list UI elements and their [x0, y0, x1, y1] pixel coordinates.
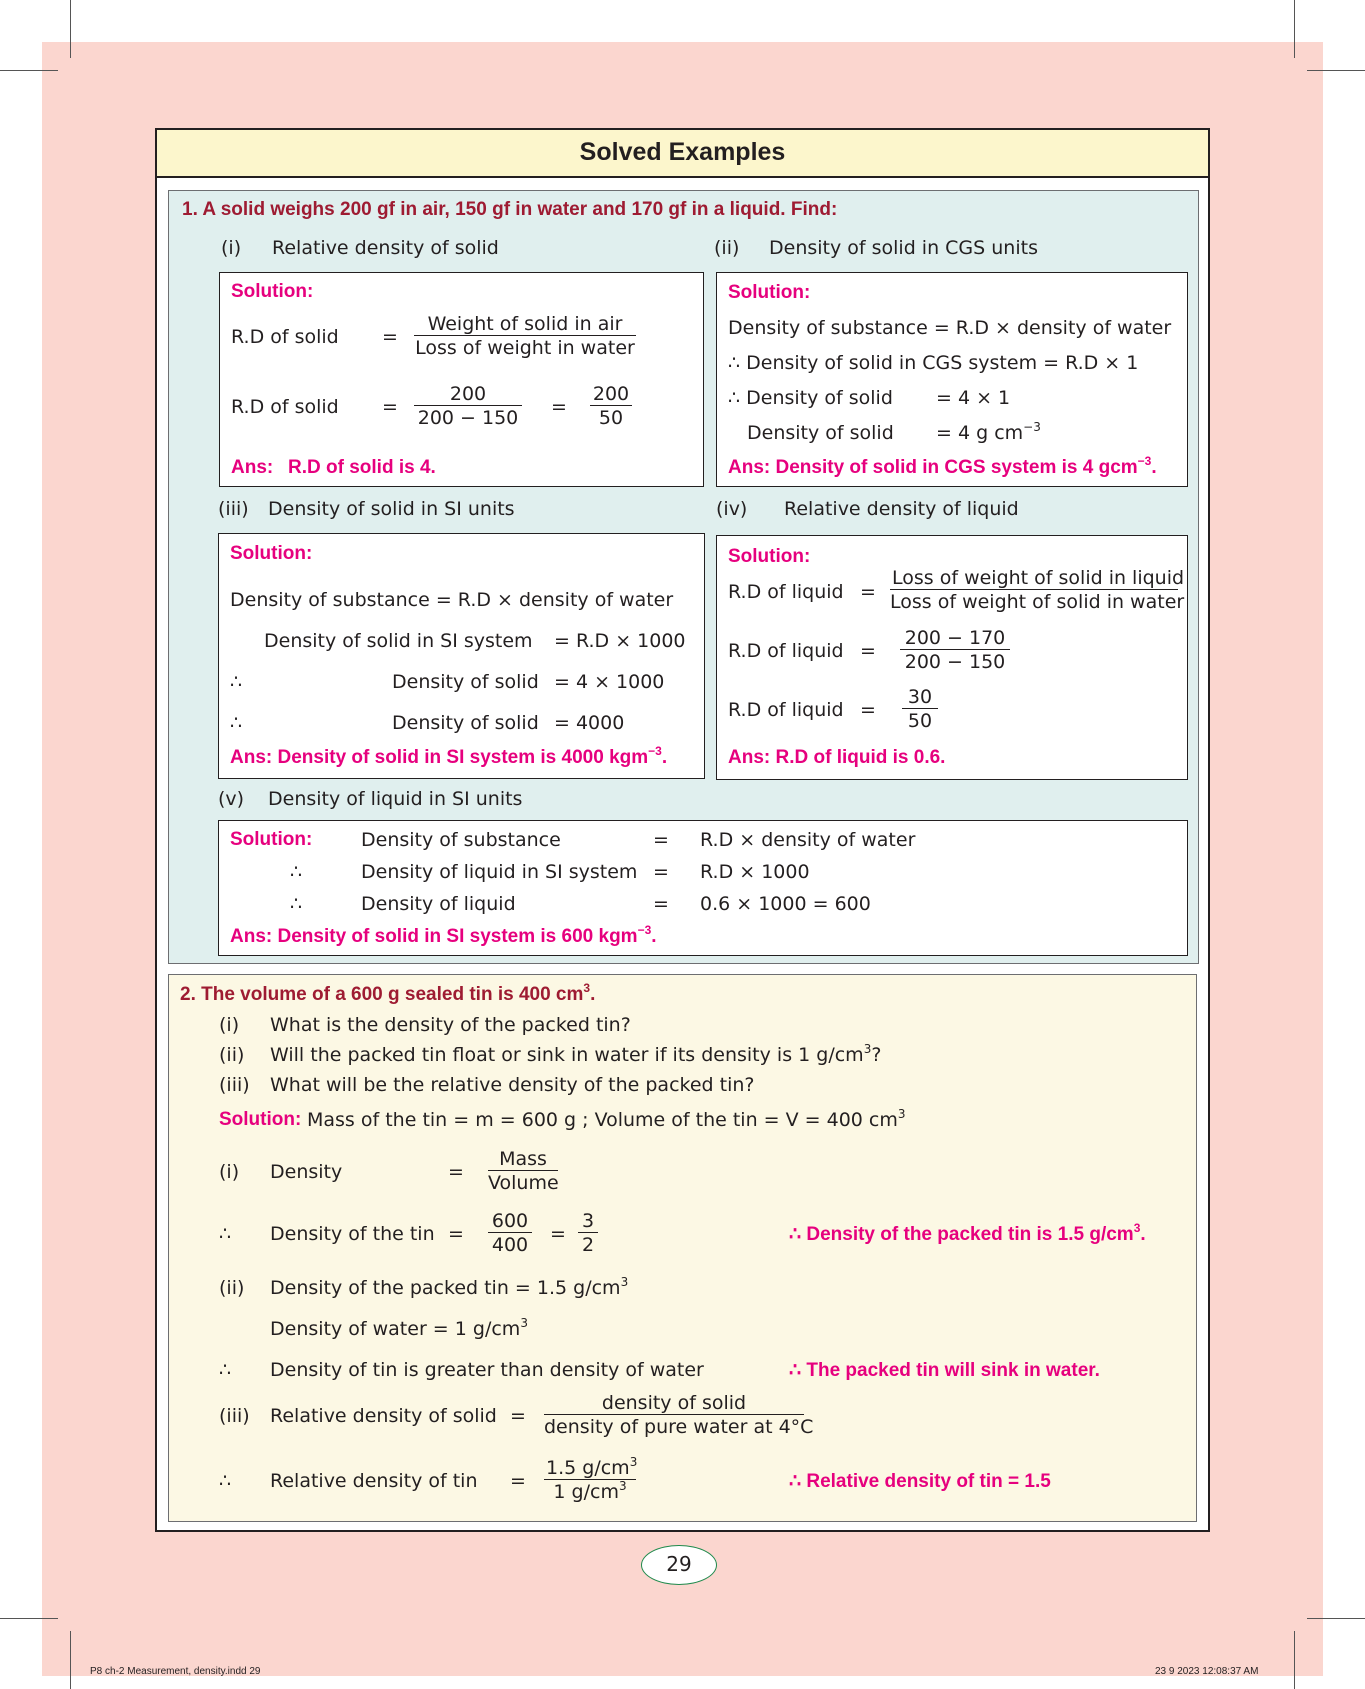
density-label: Density — [270, 1161, 343, 1183]
ex2-part-number: (i) — [219, 1161, 240, 1183]
equals-sign: = — [550, 1223, 566, 1245]
fraction-denominator: density of pure water at 4°C — [544, 1416, 814, 1438]
fraction-numerator: 600 — [488, 1210, 532, 1233]
fraction-denominator: 200 − 150 — [904, 651, 1006, 673]
ex2-part-number: (iii) — [219, 1074, 250, 1096]
density-formula-fraction — [488, 1148, 558, 1195]
equals-sign: = — [860, 581, 876, 603]
comparison-statement: Density of tin is greater than density of water — [270, 1359, 704, 1381]
answer-sink: ∴ The packed tin will sink in water. — [789, 1360, 1100, 1381]
rd-liquid-label: R.D of liquid — [728, 699, 844, 721]
crop-mark — [0, 1618, 58, 1619]
equals-sign: = — [382, 326, 398, 348]
liquid-si-value: R.D × 1000 — [700, 861, 810, 883]
density-tin-simplified-fraction — [578, 1210, 598, 1257]
ex2-given-values: Mass of the tin = m = 600 g ; Volume of the tin = V = 400 $cm^3$ — [307, 1107, 906, 1131]
solution-label: Solution: — [230, 829, 313, 850]
therefore-symbol: ∴ — [219, 1359, 232, 1381]
equals-sign: = — [382, 396, 398, 418]
density-solid-label: ∴ Density of solid — [728, 387, 893, 409]
ex2-part-text: Will the packed tin float or sink in water if its density is 1 $g/cm^3$? — [270, 1042, 882, 1066]
therefore-symbol: ∴ — [219, 1470, 232, 1492]
ex2-part-number: (ii) — [219, 1277, 245, 1299]
fraction-numerator: 1.5 $g/cm^3$ — [546, 1455, 638, 1479]
fraction-numerator: 30 — [902, 686, 938, 709]
fraction-numerator: Weight of solid in air — [414, 313, 636, 336]
fraction-denominator: Loss of weight of solid in water — [890, 591, 1185, 613]
crop-mark — [1307, 1618, 1365, 1619]
therefore-symbol: ∴ — [230, 712, 243, 734]
solution-box-i — [219, 272, 704, 487]
answer-rd-tin: ∴ Relative density of tin = 1.5 — [789, 1471, 1051, 1492]
fraction-denominator: 200 − 150 — [417, 407, 519, 429]
answer-iii: Ans: Density of solid in SI system is 4000 kgm$^{-3}$. — [230, 744, 668, 768]
density-solid-label: Density of solid — [392, 671, 539, 693]
rd-solid-label: Relative density of solid — [270, 1405, 497, 1427]
rd-definition-fraction — [544, 1392, 814, 1439]
therefore-symbol: ∴ — [230, 671, 243, 693]
crop-mark — [1294, 1631, 1295, 1689]
equals-sign: = — [653, 829, 669, 851]
equals-sign: = — [860, 640, 876, 662]
ex2-part-text: What is the density of the packed tin? — [270, 1014, 631, 1036]
rd-solid-label: R.D of solid — [231, 396, 339, 418]
density-tin-label: Density of the tin — [270, 1223, 435, 1245]
cgs-density-line: ∴ Density of solid in CGS system = R.D × 1 — [728, 352, 1139, 374]
fraction-denominator: 2 — [581, 1234, 595, 1256]
density-relation: Density of substance = R.D × density of water — [728, 317, 1172, 339]
crop-mark — [0, 70, 58, 71]
title-bar — [157, 130, 1208, 178]
equals-sign: = — [448, 1161, 464, 1183]
fraction-numerator: 3 — [578, 1210, 598, 1233]
solution-label: Solution: — [728, 546, 811, 567]
fraction-denominator: 50 — [598, 407, 624, 429]
fraction-numerator: density of solid — [544, 1392, 804, 1415]
crop-mark — [70, 1631, 71, 1689]
therefore-symbol: ∴ — [290, 893, 303, 915]
part-ii-number: (ii) — [714, 237, 740, 259]
fraction-numerator: 200 — [414, 383, 522, 406]
part-iv-number: (iv) — [716, 498, 748, 520]
equals-sign: = — [653, 861, 669, 883]
page-title: Solved Examples — [579, 138, 786, 166]
equals-sign: = — [551, 396, 567, 418]
density-solid-label: Density of solid — [747, 422, 894, 444]
part-iii-number: (iii) — [218, 498, 249, 520]
equals-sign: = — [510, 1405, 526, 1427]
solution-label: Solution: — [231, 281, 314, 302]
rd-value-fraction — [414, 383, 522, 430]
rd-liquid-result-fraction — [902, 686, 938, 733]
rd-liquid-value-fraction — [900, 627, 1010, 674]
footer-filename: P8 ch-2 Measurement, density.indd 29 — [90, 1666, 261, 1677]
answer-ii: Ans: Density of solid in CGS system is 4 gcm$^{-3}$. — [728, 454, 1157, 478]
part-v-text: Density of liquid in SI units — [268, 788, 523, 810]
density-solid-label: Density of solid — [392, 712, 539, 734]
part-iv-text: Relative density of liquid — [784, 498, 1019, 520]
therefore-symbol: ∴ — [290, 861, 303, 883]
fraction-denominator: Loss of weight in water — [415, 337, 635, 359]
si-density-value: = R.D × 1000 — [554, 630, 686, 652]
si-density-label: Density of solid in SI system — [264, 630, 533, 652]
fraction-numerator: 200 − 170 — [900, 627, 1010, 650]
crop-mark — [70, 0, 71, 58]
part-iii-text: Density of solid in SI units — [268, 498, 515, 520]
rd-tin-fraction — [544, 1457, 636, 1504]
rd-liquid-label: R.D of liquid — [728, 640, 844, 662]
ex2-part-number: (ii) — [219, 1044, 245, 1066]
density-substance-value: R.D × density of water — [700, 829, 916, 851]
example-2-question: 2. The volume of a 600 g sealed tin is 400 $cm^3$. — [180, 981, 596, 1005]
part-v-number: (v) — [218, 788, 245, 810]
packed-tin-density: Density of the packed tin = 1.5 $g/cm^3$ — [270, 1275, 629, 1299]
rd-tin-label: Relative density of tin — [270, 1470, 478, 1492]
fraction-numerator: Loss of weight of solid in liquid — [892, 567, 1185, 589]
part-ii-text: Density of solid in CGS units — [769, 237, 1038, 259]
answer-i: R.D of solid is 4. — [288, 457, 436, 478]
rd-result-fraction — [590, 383, 632, 430]
answer-label: Ans: — [231, 457, 274, 478]
equals-sign: = — [510, 1470, 526, 1492]
ex2-part-text: What will be the relative density of the packed tin? — [270, 1074, 755, 1096]
rd-liquid-label: R.D of liquid — [728, 581, 844, 603]
part-i-number: (i) — [221, 237, 242, 259]
equals-sign: = — [653, 893, 669, 915]
answer-iv: Ans: R.D of liquid is 0.6. — [728, 747, 946, 768]
crop-mark — [1307, 70, 1365, 71]
therefore-symbol: ∴ — [219, 1223, 232, 1245]
solution-label: Solution: — [230, 543, 313, 564]
density-solid-value: = 4 g $cm^{-3}$ — [936, 420, 1041, 444]
equals-sign: = — [860, 699, 876, 721]
density-tin-fraction — [488, 1210, 532, 1257]
part-i-text: Relative density of solid — [272, 237, 499, 259]
liquid-si-label: Density of liquid in SI system — [361, 861, 638, 883]
answer-v: Ans: Density of solid in SI system is 600 kgm$^{-3}$. — [230, 923, 657, 947]
rd-formula-fraction — [414, 313, 636, 360]
example-1-question: 1. A solid weighs 200 gf in air, 150 gf in water and 170 gf in a liquid. Find: — [182, 199, 838, 220]
crop-mark — [1294, 0, 1295, 58]
solution-box-iii — [218, 533, 705, 779]
solution-label: Solution: — [728, 282, 811, 303]
fraction-denominator: 400 — [491, 1234, 529, 1256]
density-liquid-label: Density of liquid — [361, 893, 516, 915]
rd-solid-label: R.D of solid — [231, 326, 339, 348]
page-number: 29 — [641, 1545, 717, 1585]
density-solid-value: = 4 × 1 — [936, 387, 1011, 409]
density-liquid-value: 0.6 × 1000 = 600 — [700, 893, 871, 915]
rd-liquid-formula-fraction — [890, 567, 1185, 614]
density-substance-label: Density of substance — [361, 829, 561, 851]
density-relation: Density of substance = R.D × density of water — [230, 589, 674, 611]
density-solid-value: = 4000 — [554, 712, 625, 734]
solution-label: Solution: — [219, 1109, 302, 1130]
ex2-part-number: (i) — [219, 1014, 240, 1036]
footer-timestamp: 23 9 2023 12:08:37 AM — [1155, 1666, 1259, 1677]
solution-box-ii — [716, 272, 1188, 487]
fraction-denominator: 1 $g/cm^3$ — [553, 1479, 627, 1503]
water-density: Density of water = 1 $g/cm^3$ — [270, 1316, 528, 1340]
equals-sign: = — [448, 1223, 464, 1245]
density-solid-value: = 4 × 1000 — [554, 671, 665, 693]
answer-density-tin: ∴ Density of the packed tin is 1.5 $g/cm^3$. — [789, 1221, 1146, 1245]
fraction-numerator: 200 — [590, 383, 632, 406]
fraction-denominator: 50 — [907, 710, 933, 732]
fraction-numerator: Mass — [488, 1148, 558, 1171]
fraction-denominator: Volume — [488, 1172, 559, 1194]
ex2-part-number: (iii) — [219, 1405, 250, 1427]
